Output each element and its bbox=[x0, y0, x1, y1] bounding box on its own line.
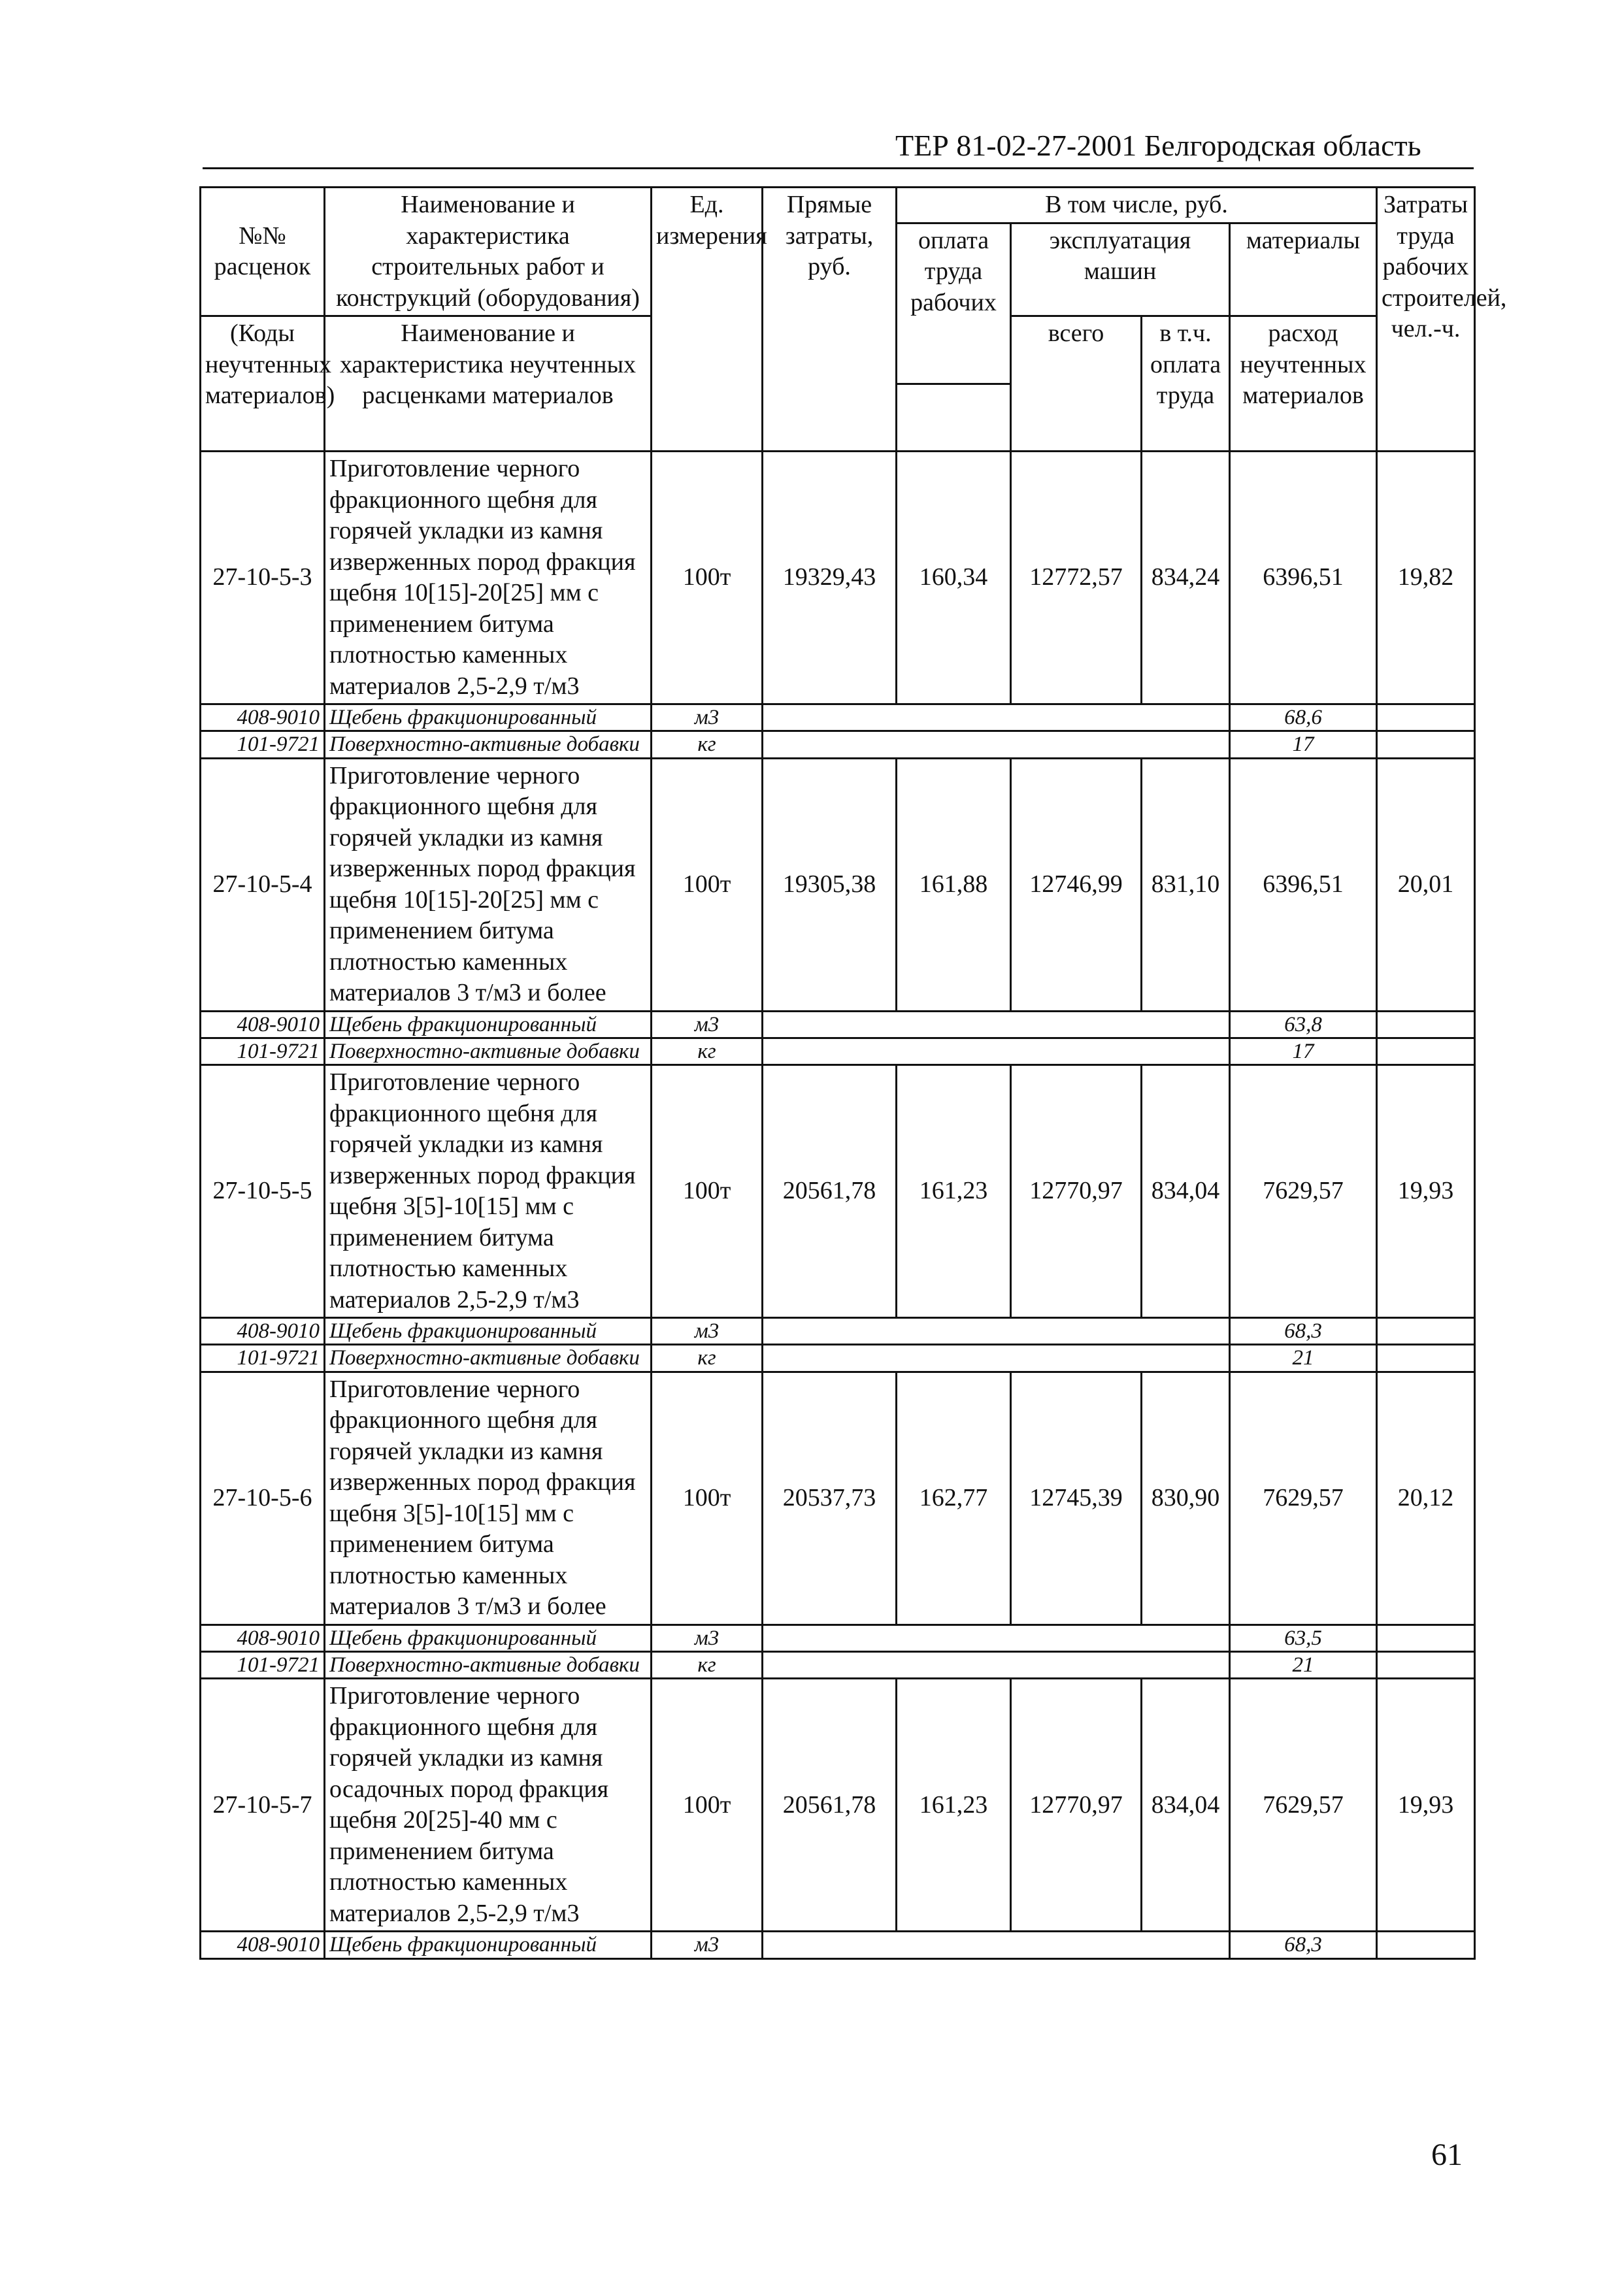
material-blank bbox=[1377, 1345, 1475, 1372]
material-code: 101-9721 bbox=[201, 1345, 325, 1372]
material-blank bbox=[1377, 1625, 1475, 1651]
rate-machines-total: 12770,97 bbox=[1011, 1065, 1142, 1318]
rate-code: 27-10-5-5 bbox=[201, 1065, 325, 1318]
rate-wages: 161,23 bbox=[897, 1065, 1011, 1318]
material-code: 101-9721 bbox=[201, 731, 325, 758]
rate-row bbox=[201, 1065, 1475, 1318]
rate-unit: 100т bbox=[652, 1679, 763, 1932]
material-row bbox=[201, 1345, 1475, 1372]
rate-labor: 20,01 bbox=[1377, 758, 1475, 1011]
rate-wages: 160,34 bbox=[897, 452, 1011, 704]
material-blank bbox=[763, 1318, 1230, 1345]
material-name: Поверхностно-активные добавки bbox=[325, 731, 652, 758]
rate-labor: 19,93 bbox=[1377, 1065, 1475, 1318]
material-qty: 68,3 bbox=[1230, 1318, 1377, 1345]
rate-wages: 161,88 bbox=[897, 758, 1011, 1011]
col-header-incl: В том числе, руб. bbox=[897, 188, 1377, 223]
col-header-name-unacc: Наименование и характеристика неучтенных расценками материалов bbox=[325, 316, 652, 452]
rate-code: 27-10-5-6 bbox=[201, 1372, 325, 1625]
material-blank bbox=[763, 1625, 1230, 1651]
col-header-machines-total: всего bbox=[1011, 316, 1142, 452]
rate-wages: 161,23 bbox=[897, 1679, 1011, 1932]
rate-labor: 20,12 bbox=[1377, 1372, 1475, 1625]
rate-materials: 7629,57 bbox=[1230, 1372, 1377, 1625]
material-row bbox=[201, 1932, 1475, 1958]
rate-name: Приготовление черного фракционного щебня для горячей укладки из камня изверженных пород фракция щебня 10[15]-20[25] мм с применением битума плотностью каменных материалов 2,5-2,9 т/м3 bbox=[325, 452, 652, 704]
material-row bbox=[201, 704, 1475, 731]
material-blank bbox=[1377, 731, 1475, 758]
page-number: 61 bbox=[1431, 2137, 1463, 2172]
material-blank bbox=[1377, 1038, 1475, 1064]
rate-unit: 100т bbox=[652, 1372, 763, 1625]
rate-machines-wages: 831,10 bbox=[1142, 758, 1230, 1011]
header-divider bbox=[203, 167, 1474, 169]
rate-direct-cost: 20537,73 bbox=[763, 1372, 897, 1625]
material-code: 101-9721 bbox=[201, 1038, 325, 1064]
col-header-machines-wages: в т.ч. оплата труда bbox=[1142, 316, 1230, 452]
page-header: ТЕР 81-02-27-2001 Белгородская область bbox=[895, 129, 1421, 162]
material-qty: 17 bbox=[1230, 1038, 1377, 1064]
rate-machines-total: 12745,39 bbox=[1011, 1372, 1142, 1625]
material-blank bbox=[763, 1038, 1230, 1064]
material-unit: м3 bbox=[652, 1932, 763, 1958]
material-name: Щебень фракционированный bbox=[325, 1011, 652, 1038]
material-blank bbox=[763, 1345, 1230, 1372]
rate-name: Приготовление черного фракционного щебня для горячей укладки из камня изверженных пород фракция щебня 10[15]-20[25] мм с применением битума плотностью каменных материалов 3 т/м3 и более bbox=[325, 758, 652, 1011]
material-qty: 21 bbox=[1230, 1345, 1377, 1372]
material-code: 408-9010 bbox=[201, 1932, 325, 1958]
rate-name: Приготовление черного фракционного щебня для горячей укладки из камня изверженных пород фракция щебня 3[5]-10[15] мм с применением битума плотностью каменных материалов 2,5-2,9 т/м3 bbox=[325, 1065, 652, 1318]
rate-machines-wages: 834,24 bbox=[1142, 452, 1230, 704]
col-header-unit: Ед. измерения bbox=[652, 188, 763, 452]
material-name: Щебень фракционированный bbox=[325, 1318, 652, 1345]
rate-row bbox=[201, 758, 1475, 1011]
material-qty: 68,3 bbox=[1230, 1932, 1377, 1958]
material-row bbox=[201, 1011, 1475, 1038]
material-unit: м3 bbox=[652, 1625, 763, 1651]
rate-unit: 100т bbox=[652, 758, 763, 1011]
rate-materials: 7629,57 bbox=[1230, 1065, 1377, 1318]
material-unit: кг bbox=[652, 1345, 763, 1372]
material-row bbox=[201, 1625, 1475, 1651]
rate-wages: 162,77 bbox=[897, 1372, 1011, 1625]
rate-materials: 6396,51 bbox=[1230, 758, 1377, 1011]
rate-code: 27-10-5-4 bbox=[201, 758, 325, 1011]
col-header-materials: материалы bbox=[1230, 223, 1377, 316]
material-row bbox=[201, 1038, 1475, 1064]
material-row bbox=[201, 1318, 1475, 1345]
rate-machines-wages: 830,90 bbox=[1142, 1372, 1230, 1625]
material-code: 408-9010 bbox=[201, 1318, 325, 1345]
rate-code: 27-10-5-3 bbox=[201, 452, 325, 704]
rate-direct-cost: 19329,43 bbox=[763, 452, 897, 704]
rate-machines-total: 12772,57 bbox=[1011, 452, 1142, 704]
table-body bbox=[201, 188, 1507, 1959]
material-unit: кг bbox=[652, 731, 763, 758]
rate-direct-cost: 20561,78 bbox=[763, 1065, 897, 1318]
material-unit: м3 bbox=[652, 1318, 763, 1345]
material-blank bbox=[763, 1932, 1230, 1958]
material-blank bbox=[1377, 1318, 1475, 1345]
material-name: Поверхностно-активные добавки bbox=[325, 1038, 652, 1064]
rate-direct-cost: 19305,38 bbox=[763, 758, 897, 1011]
material-code: 408-9010 bbox=[201, 704, 325, 731]
header-row bbox=[201, 188, 1475, 223]
col-header-machines: эксплуатация машин bbox=[1011, 223, 1230, 316]
rate-machines-wages: 834,04 bbox=[1142, 1679, 1230, 1932]
material-blank bbox=[1377, 1652, 1475, 1679]
material-blank bbox=[763, 1652, 1230, 1679]
material-blank bbox=[1377, 704, 1475, 731]
col-header-direct: Прямые затраты, руб. bbox=[763, 188, 897, 452]
material-unit: м3 bbox=[652, 1011, 763, 1038]
rate-row bbox=[201, 1372, 1475, 1625]
rate-machines-wages: 834,04 bbox=[1142, 1065, 1230, 1318]
rate-labor: 19,93 bbox=[1377, 1679, 1475, 1932]
material-code: 101-9721 bbox=[201, 1652, 325, 1679]
material-qty: 21 bbox=[1230, 1652, 1377, 1679]
material-code: 408-9010 bbox=[201, 1011, 325, 1038]
material-name: Щебень фракционированный bbox=[325, 1932, 652, 1958]
material-unit: м3 bbox=[652, 704, 763, 731]
col-header-name: Наименование и характеристика строительных работ и конструкций (оборудования) bbox=[325, 188, 652, 316]
rate-name: Приготовление черного фракционного щебня для горячей укладки из камня осадочных пород фракция щебня 20[25]-40 мм с применением битума плотностью каменных материалов 2,5-2,9 т/м3 bbox=[325, 1679, 652, 1932]
header-blank-cell bbox=[897, 384, 1011, 452]
rate-unit: 100т bbox=[652, 452, 763, 704]
material-blank bbox=[763, 1011, 1230, 1038]
material-unit: кг bbox=[652, 1038, 763, 1064]
rate-name: Приготовление черного фракционного щебня для горячей укладки из камня изверженных пород фракция щебня 3[5]-10[15] мм с применением битума плотностью каменных материалов 3 т/м3 и более bbox=[325, 1372, 652, 1625]
material-qty: 68,6 bbox=[1230, 704, 1377, 731]
material-code: 408-9010 bbox=[201, 1625, 325, 1651]
col-header-labor: Затраты труда рабочих строителей, чел.-ч. bbox=[1377, 188, 1475, 452]
material-qty: 63,8 bbox=[1230, 1011, 1377, 1038]
rate-row bbox=[201, 1679, 1475, 1932]
col-header-mat-unacc: расход неучтенных материалов bbox=[1230, 316, 1377, 452]
material-row bbox=[201, 1652, 1475, 1679]
material-name: Поверхностно-активные добавки bbox=[325, 1345, 652, 1372]
material-row bbox=[201, 731, 1475, 758]
col-header-codes-unacc: (Коды неучтенных материалов) bbox=[201, 316, 325, 452]
material-name: Поверхностно-активные добавки bbox=[325, 1652, 652, 1679]
col-header-wages: оплата труда рабочих bbox=[897, 223, 1011, 384]
rate-machines-total: 12770,97 bbox=[1011, 1679, 1142, 1932]
material-blank bbox=[763, 731, 1230, 758]
rate-unit: 100т bbox=[652, 1065, 763, 1318]
col-header-code: №№ расценок bbox=[201, 188, 325, 316]
rate-direct-cost: 20561,78 bbox=[763, 1679, 897, 1932]
material-blank bbox=[1377, 1011, 1475, 1038]
rate-row bbox=[201, 452, 1475, 704]
material-qty: 17 bbox=[1230, 731, 1377, 758]
material-unit: кг bbox=[652, 1652, 763, 1679]
material-qty: 63,5 bbox=[1230, 1625, 1377, 1651]
material-name: Щебень фракционированный bbox=[325, 704, 652, 731]
rate-code: 27-10-5-7 bbox=[201, 1679, 325, 1932]
rates-table bbox=[199, 186, 1507, 1960]
rate-materials: 6396,51 bbox=[1230, 452, 1377, 704]
material-name: Щебень фракционированный bbox=[325, 1625, 652, 1651]
rate-labor: 19,82 bbox=[1377, 452, 1475, 704]
rate-materials: 7629,57 bbox=[1230, 1679, 1377, 1932]
material-blank bbox=[1377, 1932, 1475, 1958]
material-blank bbox=[763, 704, 1230, 731]
rate-machines-total: 12746,99 bbox=[1011, 758, 1142, 1011]
